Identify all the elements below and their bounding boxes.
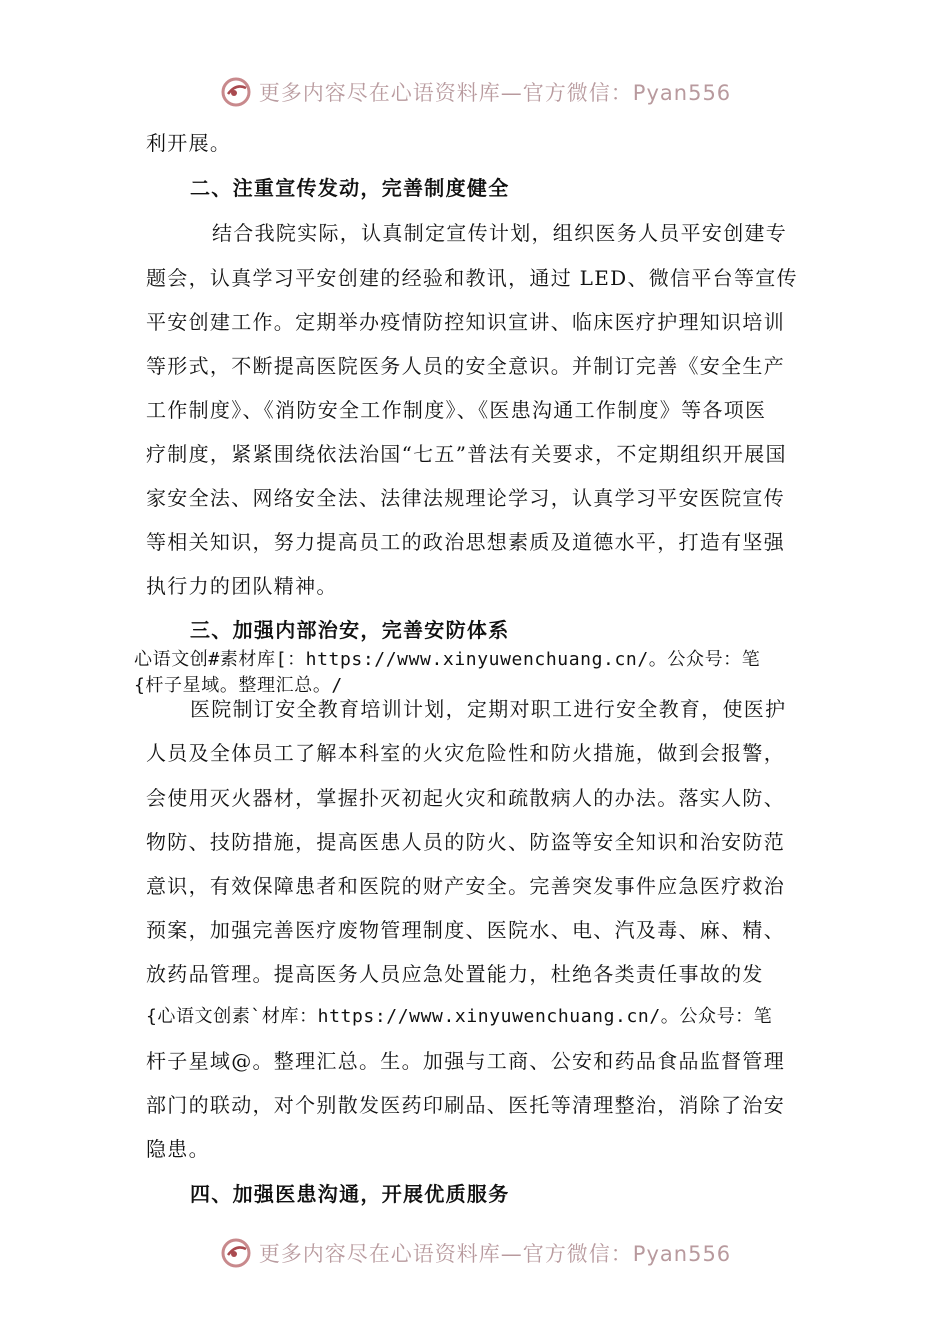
paragraph-line: 结合我院实际，认真制定宣传计划，组织医务人员平安创建专 bbox=[212, 221, 788, 245]
paragraph-line: 预案，加强完善医疗废物管理制度、医院水、电、汽及毒、麻、精、 bbox=[146, 918, 785, 942]
paragraph-line: 利开展。 bbox=[146, 131, 232, 155]
paragraph-line: 放药品管理。提高医务人员应急处置能力，杜绝各类责任事故的发 bbox=[146, 962, 764, 986]
logo-icon bbox=[219, 1236, 253, 1270]
watermark-line: {杆子星域。整理汇总。/ bbox=[134, 675, 343, 696]
paragraph-line: 家安全法、网络安全法、法律法规理论学习，认真学习平安医院宣传 bbox=[146, 486, 785, 510]
paragraph-line: 等形式，不断提高医院医务人员的安全意识。并制订完善《安全生产 bbox=[146, 354, 785, 378]
paragraph-line: 平安创建工作。定期举办疫情防控知识宣讲、临床医疗护理知识培训 bbox=[146, 310, 785, 334]
paragraph-line: 题会，认真学习平安创建的经验和教讯，通过 LED、微信平台等宣传 bbox=[146, 266, 798, 290]
watermark-line: 心语文创#素材库[：https://www.xinyuwenchuang.cn/。公众号：笔 bbox=[134, 649, 761, 670]
footer-banner-text: 更多内容尽在心语资料库—官方微信：Pyan556 bbox=[258, 1242, 732, 1266]
paragraph-line: 杆子星域@。整理汇总。生。加强与工商、公安和药品食品监督管理 bbox=[146, 1049, 785, 1073]
paragraph-line: 执行力的团队精神。 bbox=[146, 574, 338, 598]
logo-icon bbox=[219, 75, 253, 109]
paragraph-line: 医院制订安全教育培训计划，定期对职工进行安全教育，使医护 bbox=[190, 697, 787, 721]
paragraph-line: 人员及全体员工了解本科室的火灾危险性和防火措施，做到会报警， bbox=[146, 741, 785, 765]
paragraph-line: 物防、技防措施，提高医患人员的防火、防盗等安全知识和治安防范 bbox=[146, 830, 785, 854]
section-heading-3: 三、加强内部治安，完善安防体系 bbox=[190, 618, 510, 642]
paragraph-line: 会使用灭火器材，掌握扑灭初起火灾和疏散病人的办法。落实人防、 bbox=[146, 786, 785, 810]
paragraph-line: 意识，有效保障患者和医院的财产安全。完善突发事件应急医疗救治 bbox=[146, 874, 785, 898]
section-heading-2: 二、注重宣传发动，完善制度健全 bbox=[190, 176, 510, 200]
footer-banner bbox=[0, 1233, 950, 1273]
paragraph-line: 部门的联动，对个别散发医药印刷品、医托等清理整治，消除了治安 bbox=[146, 1093, 785, 1117]
paragraph-line: 疗制度，紧紧围绕依法治国“七五”普法有关要求，不定期组织开展国 bbox=[146, 442, 787, 466]
paragraph-line: 隐患。 bbox=[146, 1137, 210, 1161]
header-banner-text: 更多内容尽在心语资料库—官方微信：Pyan556 bbox=[258, 81, 732, 105]
section-heading-4: 四、加强医患沟通，开展优质服务 bbox=[190, 1182, 510, 1206]
paragraph-line: 工作制度》、《消防安全工作制度》、《医患沟通工作制度》等各项医 bbox=[146, 398, 767, 422]
paragraph-line: 等相关知识，努力提高员工的政治思想素质及道德水平，打造有坚强 bbox=[146, 530, 785, 554]
header-banner bbox=[0, 72, 950, 112]
watermark-line: {心语文创素`材库：https://www.xinyuwenchuang.cn/。公众号：笔 bbox=[146, 1006, 773, 1027]
